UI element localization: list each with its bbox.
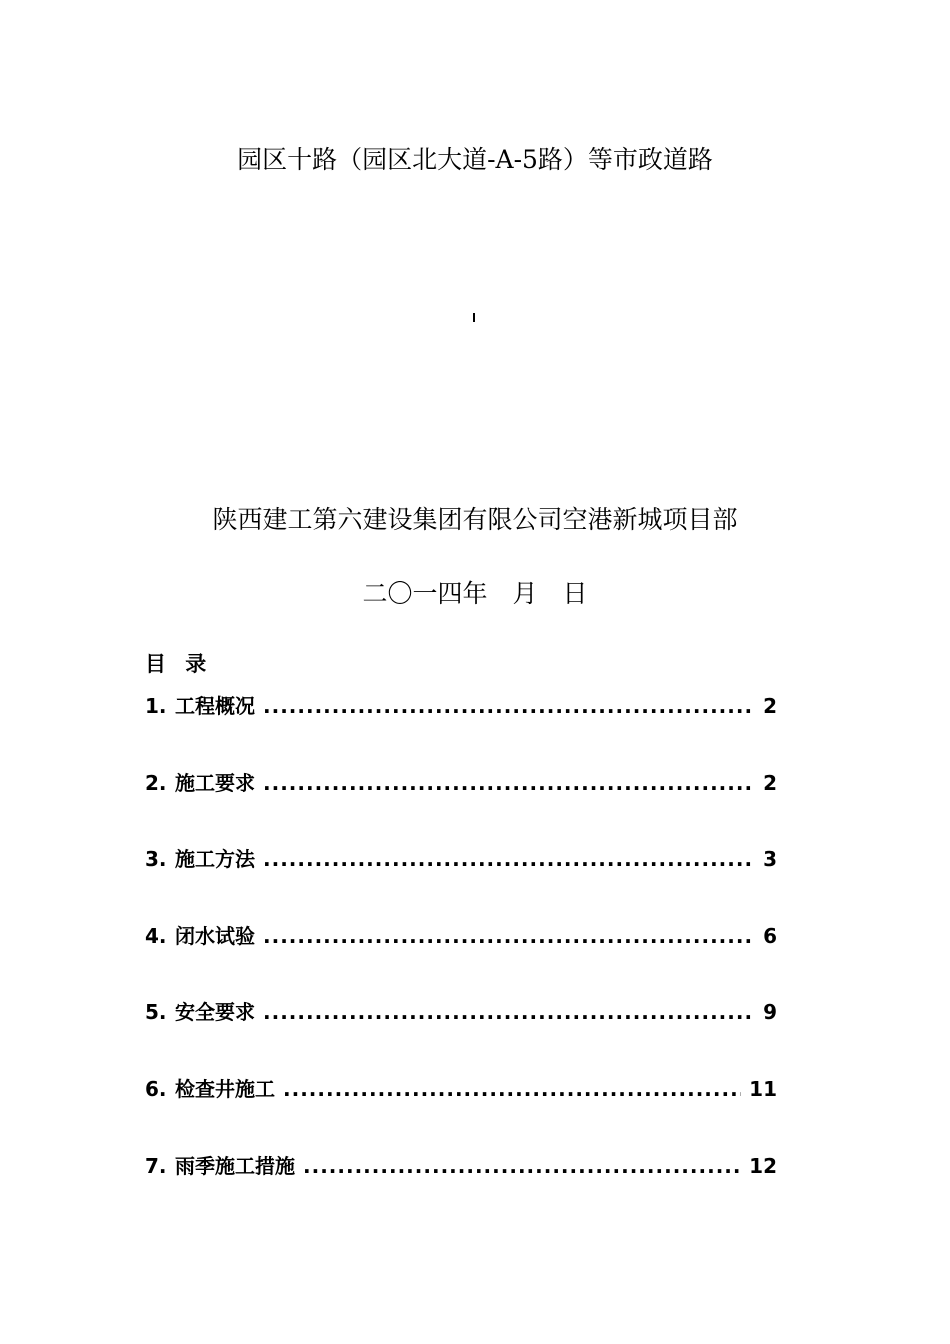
toc-entry-title: 安全要求 — [175, 1000, 255, 1024]
toc-entry[interactable] — [145, 996, 777, 1026]
toc-entry-number: 4. — [145, 924, 167, 948]
toc-leader-dots — [263, 847, 755, 871]
toc-entry[interactable] — [145, 920, 777, 950]
toc-entry-page: 11 — [749, 1077, 777, 1101]
toc-entry-page: 2 — [763, 771, 777, 795]
organization-name: 陕西建工第六建设集团有限公司空港新城项目部 — [212, 505, 738, 534]
toc-entry[interactable] — [145, 1073, 777, 1103]
toc-entry-number: 1. — [145, 694, 167, 718]
toc-entry-page: 3 — [763, 847, 777, 871]
document-date: 二〇一四年 月 日 — [362, 579, 588, 608]
toc-entry-title: 雨季施工措施 — [175, 1154, 295, 1178]
toc-entry-number: 7. — [145, 1154, 167, 1178]
toc-entry-number: 2. — [145, 771, 167, 795]
toc-leader-dots — [263, 694, 755, 718]
toc-entry-page: 9 — [763, 1000, 777, 1024]
toc-entry-title: 工程概况 — [175, 694, 255, 718]
tick-mark — [473, 313, 475, 322]
toc-entry-title: 施工要求 — [175, 771, 255, 795]
document-title: 园区十路（园区北大道-A-5路）等市政道路 — [237, 145, 713, 174]
toc-entry-title: 施工方法 — [175, 847, 255, 871]
toc-entry-number: 5. — [145, 1000, 167, 1024]
toc-entry-number: 6. — [145, 1077, 167, 1101]
toc-leader-dots — [283, 1077, 741, 1101]
toc-entry-page: 12 — [749, 1154, 777, 1178]
toc-entry[interactable] — [145, 767, 777, 797]
toc-entry[interactable] — [145, 843, 777, 873]
toc-entry-number: 3. — [145, 847, 167, 871]
toc-entry[interactable] — [145, 690, 777, 720]
toc-entry[interactable] — [145, 1150, 777, 1180]
toc-entry-title: 闭水试验 — [175, 924, 255, 948]
toc-leader-dots — [303, 1154, 741, 1178]
toc-leader-dots — [263, 771, 755, 795]
toc-leader-dots — [263, 1000, 755, 1024]
toc-entry-page: 2 — [763, 694, 777, 718]
toc-heading: 目 录 — [145, 652, 213, 676]
toc-entry-title: 检查井施工 — [175, 1077, 275, 1101]
toc-leader-dots — [263, 924, 755, 948]
toc-entry-page: 6 — [763, 924, 777, 948]
